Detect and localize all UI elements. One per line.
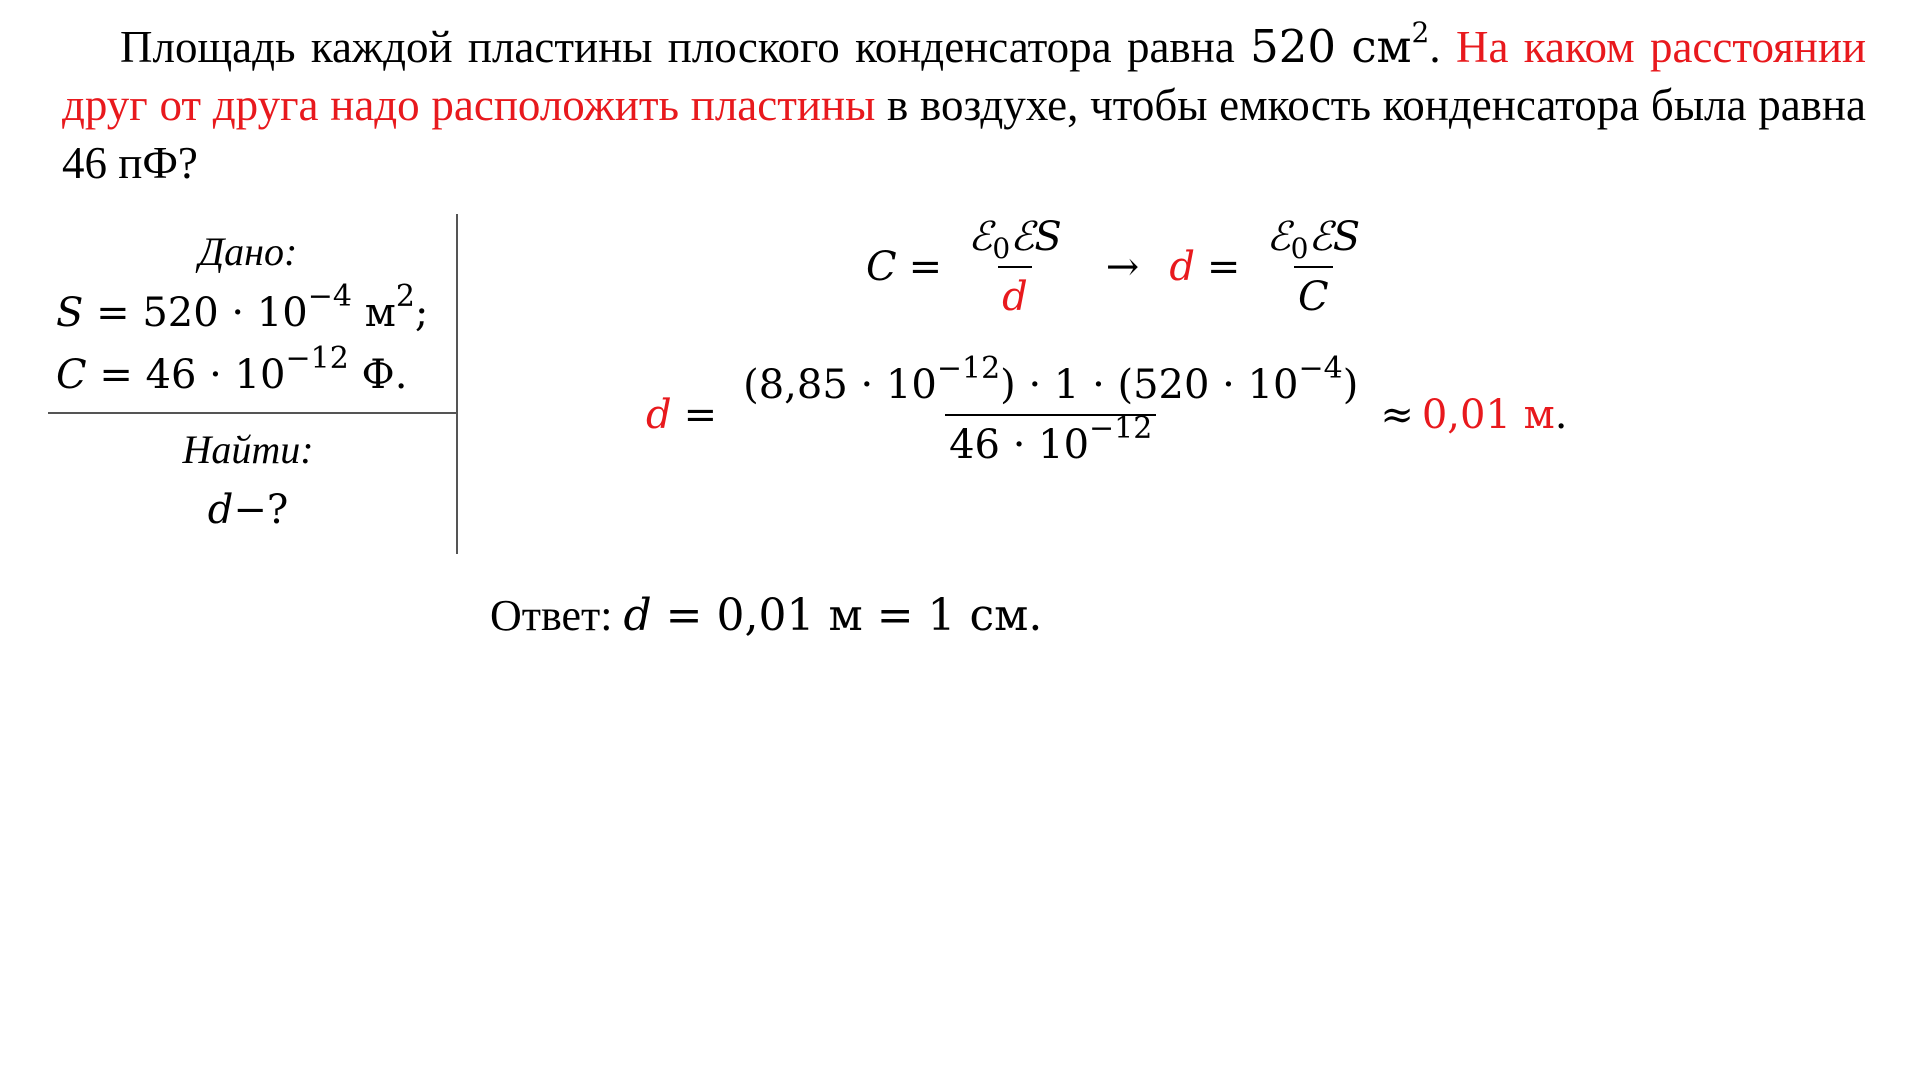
formula2-num-exp2: −4 [1298,351,1343,386]
given-line-capacitance [40,341,456,406]
given-section [40,222,456,406]
formula2-den-a: 46 · 10 [949,422,1090,468]
formula-arrow: → [1105,244,1140,290]
formula2-approx: ≈ [1380,392,1414,438]
find-heading: Найти: [182,427,314,472]
formula1b-lhs: d [1169,244,1195,290]
formula1-denominator: d [998,266,1032,320]
problem-text-rest: в воздухе, чтобы емкость конденсатора была равна 46 пФ? [62,80,1866,188]
formula2-fraction [739,351,1362,468]
formula1b-eps0: ℰ [1266,214,1291,260]
problem-question-highlight: На каком расстоянии друг от друга надо расположить пластины [62,22,1867,130]
answer-label: Ответ: [490,591,624,640]
find-var: d [207,487,234,533]
formula1b-equals: = [1206,244,1241,290]
area-unit: см [1351,20,1412,73]
formula2-result: 0,01 м [1421,392,1555,438]
given-cap-eq: = 46 · 10 [86,352,286,398]
formula1-equals: = [908,244,943,290]
answer-rest: = 0,01 м = 1 см. [651,590,1043,641]
formula1b-eps0-sub: 0 [1290,232,1309,265]
formula2-equals: = [683,392,718,438]
formula2-denominator [945,411,1156,468]
formula1b-numerator [1262,214,1364,266]
find-rest: −? [233,487,289,533]
given-line-area [40,279,456,344]
given-cap-var: C [56,352,87,398]
problem-statement [62,18,1866,192]
formula1-eps0: ℰ [968,214,993,260]
given-area-unit-exp: 2 [395,279,415,314]
find-section [40,420,456,540]
formula2-dot: . [1554,392,1568,438]
formula1-numerator [964,214,1066,266]
area-exponent: 2 [1411,16,1430,49]
given-area-unit: м [351,290,396,336]
formula2-num-c: ) [1342,362,1359,408]
formula1-eps-s: ℰS [1010,214,1062,260]
formula1-eps0-sub: 0 [992,232,1011,265]
formula2-numerator [739,351,1362,414]
answer-var: d [623,590,652,641]
answer-line [490,590,1042,641]
problem-text-part1: Площадь каждой пластины плоского конденсатора равна [120,22,1251,72]
formula1-fraction [964,214,1066,320]
given-heading: Дано: [198,229,298,274]
formula2-num-exp1: −12 [936,351,1001,386]
given-area-end: ; [414,290,429,336]
formula1-lhs: C [866,244,897,290]
given-horizontal-divider [48,412,458,414]
formula1b-denominator: C [1294,266,1333,320]
formula2-num-b: ) · 1 · (520 · 10 [1000,362,1299,408]
formula-capacitance [866,214,1374,320]
area-value: 520 [1250,20,1336,73]
given-area-exp: −4 [307,279,352,314]
given-area-eq: = 520 · 10 [83,290,308,336]
formula-calculation [646,351,1568,468]
formula1b-fraction [1262,214,1364,320]
given-vertical-divider [456,214,458,554]
formula2-lhs: d [646,392,672,438]
given-cap-unit: Ф. [348,352,408,398]
problem-after-area: . [1429,22,1456,72]
formula2-den-exp: −12 [1089,411,1153,446]
formula2-num-a: (8,85 · 10 [743,362,937,408]
given-area-var: S [56,290,84,336]
find-line [40,480,456,540]
formula1b-eps-s: ℰS [1308,214,1361,260]
given-cap-exp: −12 [285,341,349,376]
